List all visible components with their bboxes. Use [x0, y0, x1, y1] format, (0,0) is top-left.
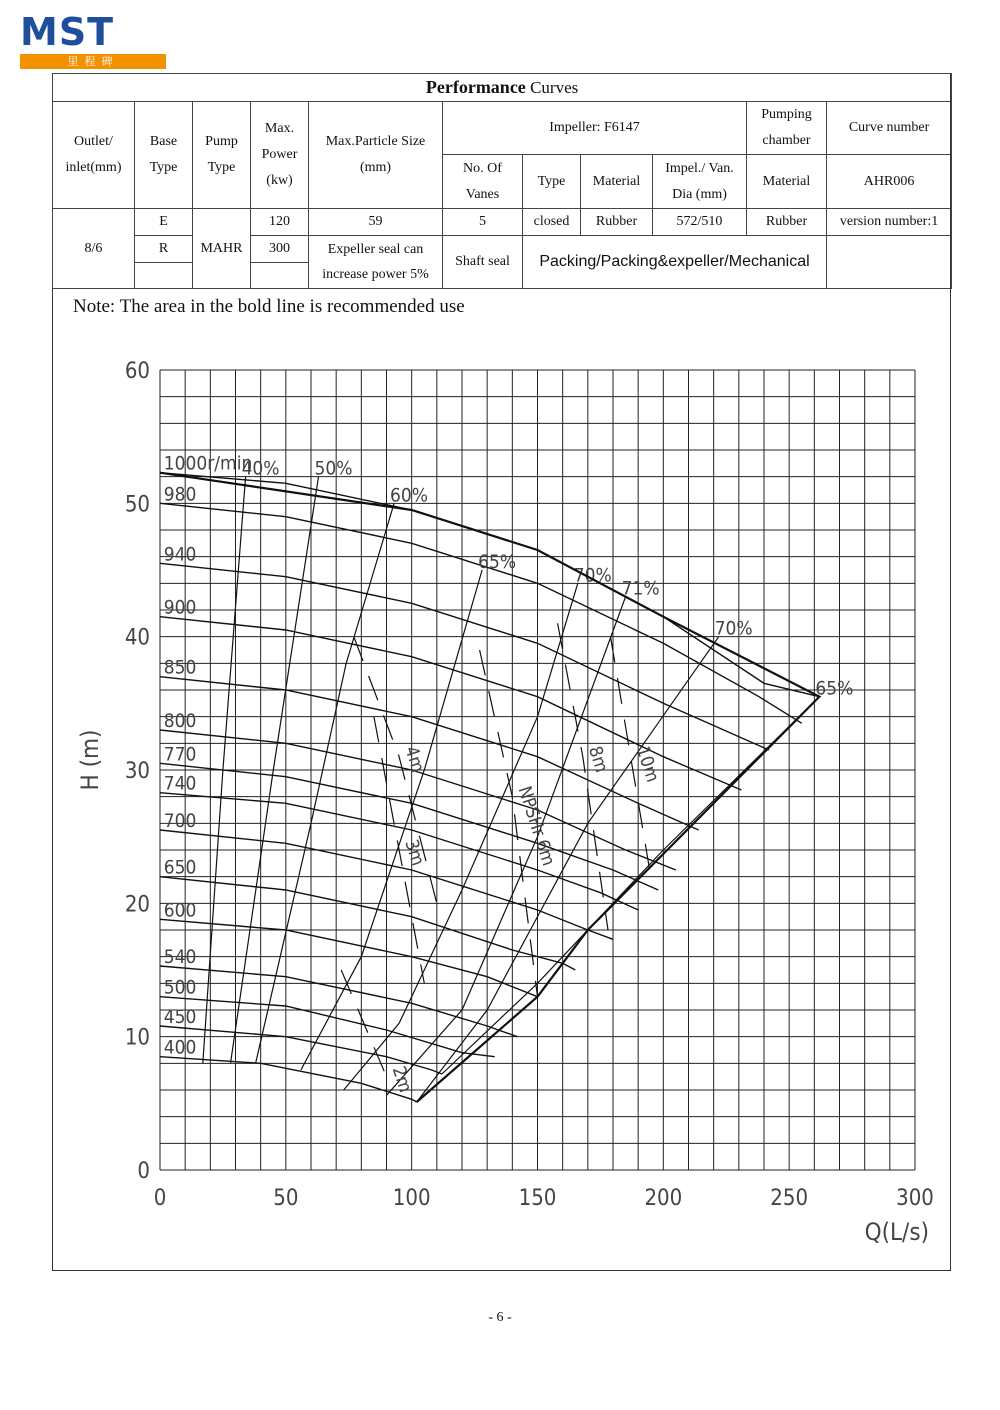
speed-curve-label: 600	[163, 899, 197, 922]
efficiency-curve	[301, 570, 482, 1070]
performance-chart	[60, 340, 950, 1260]
header-particle: Max.Particle Size (mm)	[309, 102, 443, 209]
power-empty	[251, 263, 309, 289]
speed-curve	[160, 877, 575, 970]
speed-curve-label: 980	[163, 483, 197, 506]
npsh-curve	[341, 970, 386, 1077]
table-title	[53, 74, 952, 102]
header-dia: Impel./ Van. Dia (mm)	[653, 155, 747, 209]
pump-type: MAHR	[193, 209, 251, 289]
efficiency-curve-label: 60%	[390, 484, 429, 507]
power-r: 300	[251, 236, 309, 263]
y-tick-label: 20	[124, 892, 150, 918]
header-outlet: Outlet/ inlet(mm)	[53, 102, 135, 209]
logo-subtext: 里程碑	[20, 54, 166, 69]
seal-types: Packing/Packing&expeller/Mechanical	[523, 236, 827, 289]
header-curve: Curve number	[827, 102, 952, 155]
speed-curve	[160, 763, 658, 890]
speed-curve-label: 540	[163, 946, 197, 968]
x-tick-label: 100	[392, 1186, 431, 1211]
logo-text: MST	[20, 10, 115, 54]
x-axis-label: Q(L/s)	[864, 1218, 929, 1246]
npsh-curve-label: NPSHr 6m	[513, 783, 559, 869]
speed-curve-label: 900	[163, 596, 197, 619]
x-tick-label: 300	[896, 1186, 934, 1211]
x-tick-label: 0	[153, 1186, 167, 1211]
speed-curve-label: 450	[163, 1006, 197, 1028]
vanes-value: 5	[443, 209, 523, 236]
speed-curve-label: 800	[163, 710, 197, 732]
header-power: Max. Power (kw)	[251, 102, 309, 209]
empty-cell	[827, 236, 952, 289]
y-tick-label: 0	[137, 1159, 150, 1184]
speed-curve-label: 1000r/min	[163, 452, 253, 475]
header-type: Type	[523, 155, 581, 209]
speed-curve-label: 850	[163, 656, 197, 679]
shaft-seal-label: Shaft seal	[443, 236, 523, 289]
outlet-value: 8/6	[53, 209, 135, 289]
impeller-dia: 572/510	[653, 209, 747, 236]
x-tick-label: 50	[273, 1186, 299, 1211]
x-tick-label: 150	[518, 1186, 557, 1211]
note-text: Note: The area in the bold line is recommended use	[73, 296, 465, 317]
y-tick-label: 50	[124, 492, 150, 518]
npsh-curve-label: 2m	[387, 1063, 416, 1096]
efficiency-curve-label: 70%	[573, 564, 612, 587]
impeller-type: closed	[523, 209, 581, 236]
header-pump: Pump Type	[193, 102, 251, 209]
speed-curve-label: 770	[163, 743, 197, 766]
power-e: 120	[251, 209, 309, 236]
curve-number: AHR006	[827, 155, 952, 209]
y-tick-label: 30	[124, 759, 150, 784]
header-impeller: Impeller: F6147	[443, 102, 747, 155]
speed-curve	[160, 919, 538, 996]
header-pumping: Pumping chamber	[747, 102, 827, 155]
title-bold: Performance	[425, 77, 526, 97]
efficiency-curve-label: 40%	[241, 457, 280, 480]
speed-curve-label: 400	[163, 1036, 197, 1059]
speed-curve-label: 940	[163, 543, 197, 566]
efficiency-curve-label: 65%	[815, 677, 854, 700]
efficiency-curve	[256, 503, 395, 1063]
impeller-material: Rubber	[581, 209, 653, 236]
page-number: - 6 -	[488, 1310, 512, 1325]
version-number: version number:1	[827, 209, 952, 236]
header-vanes: No. Of Vanes	[443, 155, 523, 209]
company-logo	[20, 10, 170, 68]
speed-curve-label: 500	[163, 976, 197, 999]
base-empty	[135, 263, 193, 289]
npsh-curve-label: 4m	[400, 743, 429, 776]
header-chamber-material: Material	[747, 155, 827, 209]
efficiency-curve-label: 70%	[714, 617, 753, 640]
y-axis-label: H (m)	[76, 729, 104, 791]
speed-curve-label: 700	[163, 810, 197, 832]
y-tick-label: 40	[124, 625, 150, 651]
header-base: Base Type	[135, 102, 193, 209]
base-r: R	[135, 236, 193, 263]
speed-curve-label: 650	[163, 856, 197, 879]
npsh-curve	[558, 623, 608, 930]
npsh-curve-label: 10m	[631, 743, 664, 785]
x-tick-label: 200	[644, 1186, 683, 1211]
expeller-note: Expeller seal can increase power 5%	[309, 236, 443, 289]
efficiency-curve-label: 65%	[478, 551, 517, 573]
y-tick-label: 10	[124, 1025, 150, 1051]
speed-curve-label: 740	[163, 772, 197, 795]
speed-curve	[160, 563, 769, 750]
base-e: E	[135, 209, 193, 236]
efficiency-curve-label: 50%	[314, 457, 353, 480]
y-tick-label: 60	[124, 359, 150, 384]
efficiency-curve-label: 71%	[621, 577, 660, 600]
header-material: Material	[581, 155, 653, 209]
title-rest: Curves	[530, 78, 579, 97]
npsh-curve-label: 3m	[400, 837, 429, 869]
particle-value: 59	[309, 209, 443, 236]
spec-table	[52, 73, 952, 289]
chamber-material: Rubber	[747, 209, 827, 236]
npsh-curve-label: 8m	[584, 743, 613, 776]
x-tick-label: 250	[770, 1186, 809, 1211]
